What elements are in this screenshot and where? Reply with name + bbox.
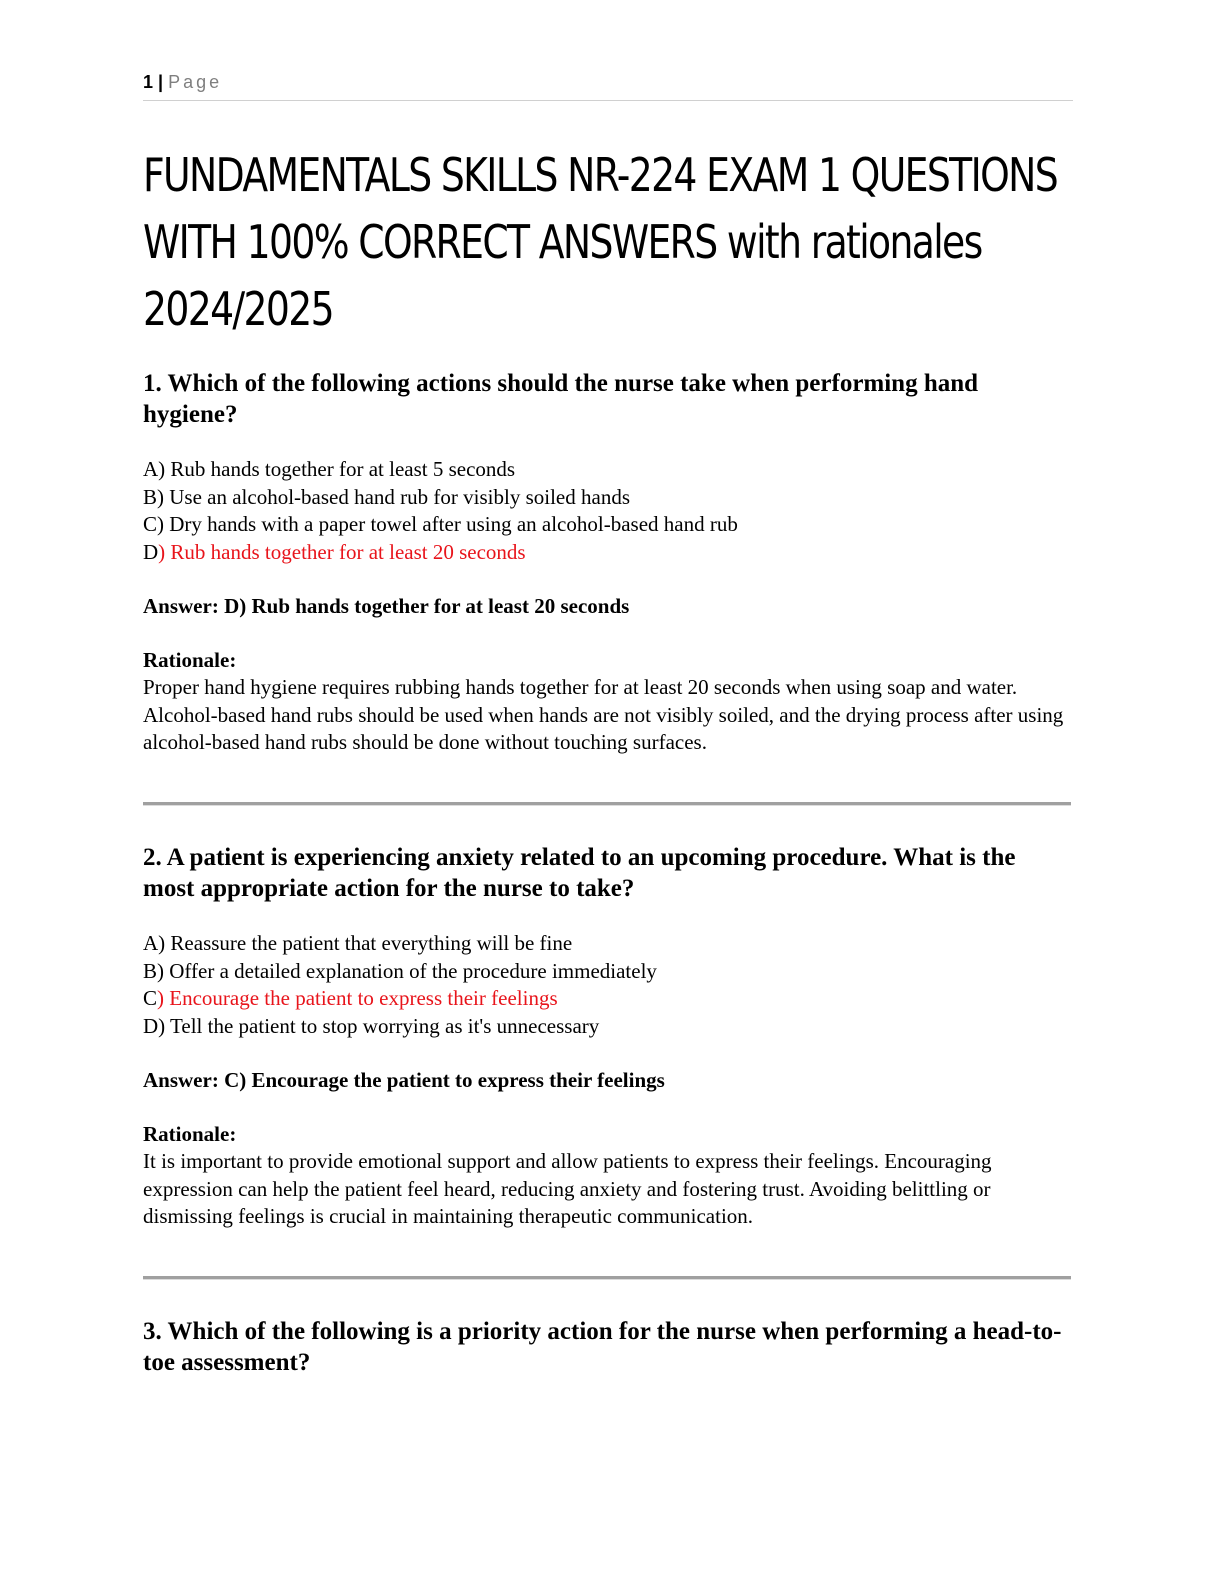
option-a <box>143 456 1073 484</box>
page-label: Page <box>168 72 223 92</box>
option-text: ) Dry hands with a paper towel after using an alcohol-based hand rub <box>157 512 738 536</box>
option-text: ) Offer a detailed explanation of the procedure immediately <box>157 958 657 983</box>
rationale-label: Rationale: <box>143 1122 237 1146</box>
option-d <box>143 1013 1073 1041</box>
question-3 <box>143 1316 1073 1378</box>
document-title: FUNDAMENTALS SKILLS NR-224 EXAM 1 QUESTIONS WITH 100% CORRECT ANSWERS with rationales 2024/2025 <box>143 148 1058 336</box>
option-text: ) Rub hands together for at least 5 seconds <box>158 457 516 481</box>
rationale-label: Rationale: <box>143 648 237 672</box>
page-separator: | <box>153 72 169 92</box>
option-letter: A <box>143 457 159 481</box>
section-divider <box>143 1276 1071 1280</box>
answer-line: Answer: C) Encourage the patient to express their feelings <box>143 1068 665 1092</box>
options-list <box>143 930 1073 1040</box>
options-list <box>143 456 1073 566</box>
option-d-correct <box>143 539 1073 567</box>
option-letter: B <box>143 958 158 983</box>
answer-line: Answer: D) Rub hands together for at least 20 seconds <box>143 594 630 618</box>
option-letter: B <box>143 484 158 509</box>
option-text: ) Use an alcohol-based hand rub for visibly soiled hands <box>157 484 630 509</box>
section-divider <box>143 802 1071 806</box>
option-b <box>143 484 1073 512</box>
question-2 <box>143 842 1073 1231</box>
option-c-correct <box>143 985 1073 1013</box>
option-text: ) Tell the patient to stop worrying as it's unnecessary <box>158 1013 600 1038</box>
page-number: 1 <box>143 72 154 92</box>
option-text: ) Reassure the patient that everything will be fine <box>158 931 573 955</box>
option-text: ) Encourage the patient to express their feelings <box>157 986 558 1010</box>
question-text: 3. Which of the following is a priority action for the nurse when performing a head-to-toe assessment? <box>143 1318 1062 1376</box>
option-letter: D <box>143 1013 159 1038</box>
option-c <box>143 511 1073 539</box>
option-text: ) Rub hands together for at least 20 seconds <box>158 539 526 564</box>
rationale-text: Proper hand hygiene requires rubbing hands together for at least 20 seconds when using soap and water. Alcohol-based hand rubs should be used when hands are not visibly soiled, and the drying process after using alcohol-based hand rubs should be done without touching surfaces. <box>143 675 1064 754</box>
document-page <box>143 0 1073 1584</box>
option-letter: D <box>143 539 159 564</box>
question-text: 2. A patient is experiencing anxiety related to an upcoming procedure. What is the most appropriate action for the nurse to take? <box>143 844 1016 902</box>
option-letter: C <box>143 986 158 1010</box>
option-b <box>143 958 1073 986</box>
question-text: 1. Which of the following actions should the nurse take when performing hand hygiene? <box>143 370 979 428</box>
page-header <box>143 72 1073 101</box>
option-letter: A <box>143 931 159 955</box>
rationale-text: It is important to provide emotional support and allow patients to express their feelings. Encouraging expression can help the patient feel heard, reducing anxiety and fostering trust. Avoiding belittling or dismissing feelings is crucial in maintaining therapeutic communication. <box>143 1149 992 1228</box>
option-a <box>143 930 1073 958</box>
question-1 <box>143 368 1073 757</box>
option-letter: C <box>143 512 158 536</box>
